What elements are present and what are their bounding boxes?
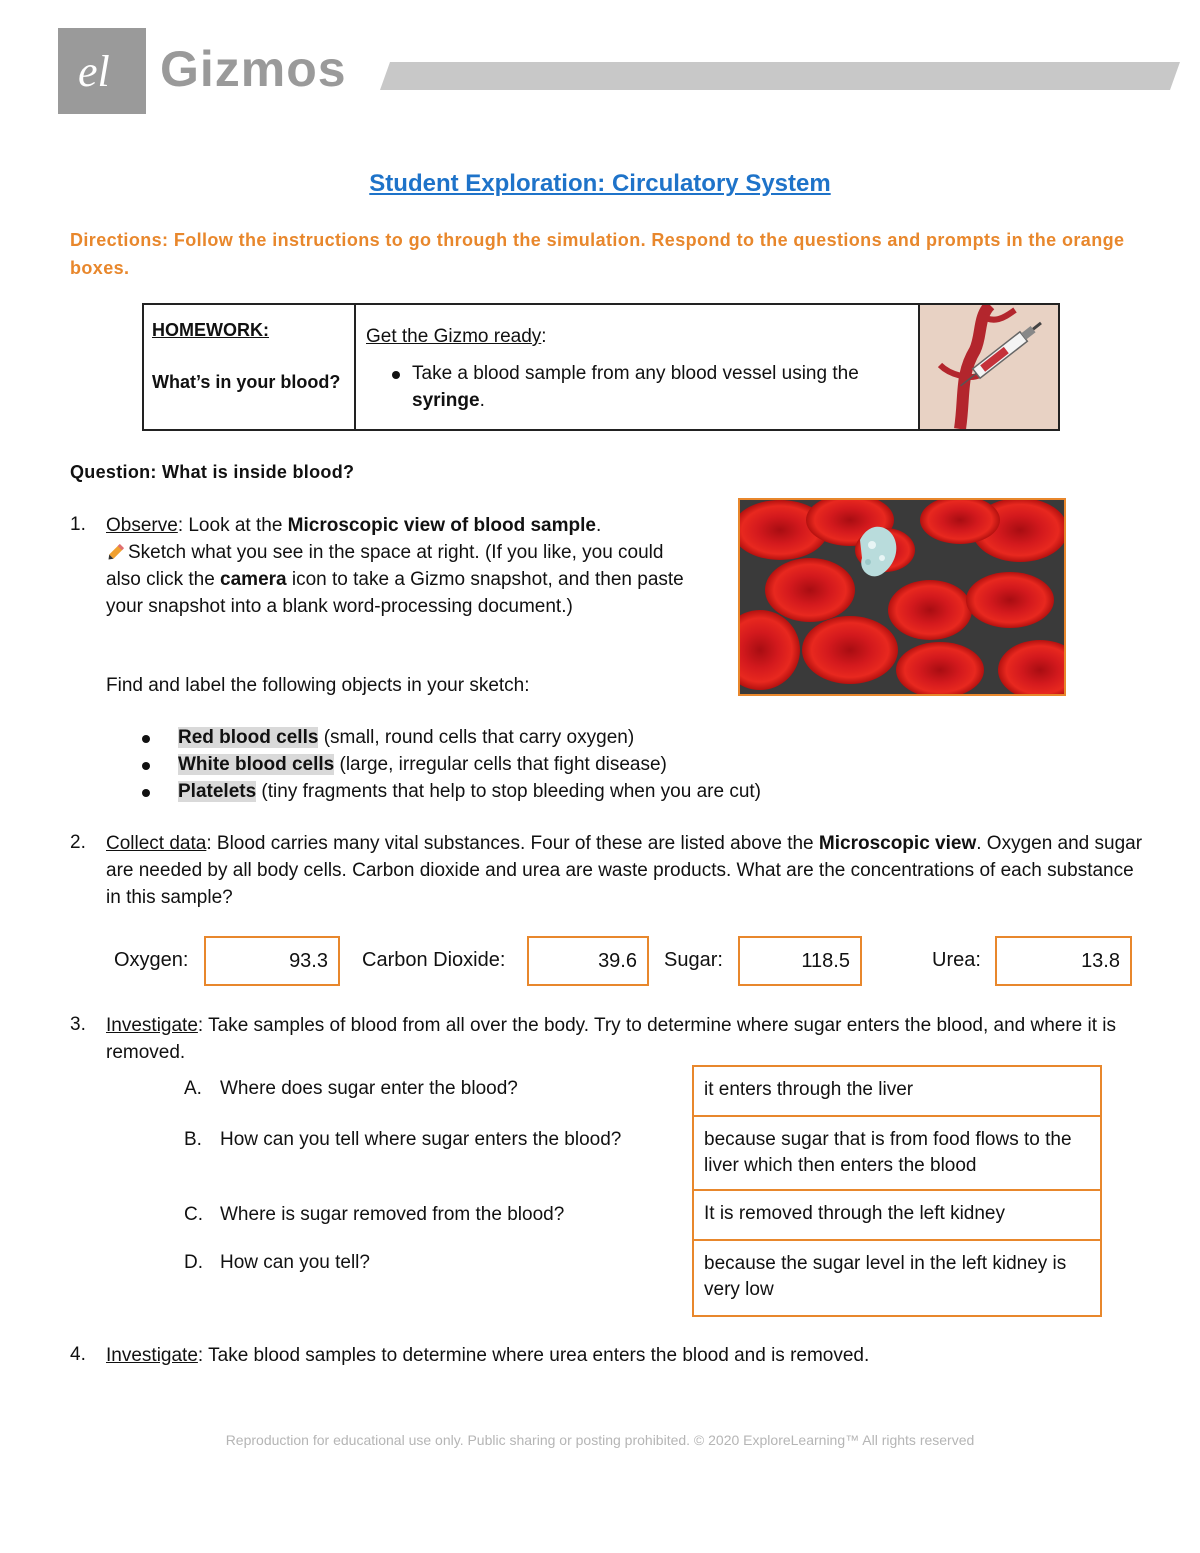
- q1-list: [142, 724, 942, 805]
- q4-text: Investigate: Take blood samples to determine where urea enters the blood and is removed.: [106, 1345, 870, 1366]
- carbon-dioxide-label: Carbon Dioxide:: [362, 949, 506, 971]
- syringe-image: [920, 305, 1058, 429]
- list-item: Platelets (tiny fragments that help to stop bleeding when you are cut): [142, 778, 942, 805]
- pencil-icon: [106, 541, 128, 561]
- q1-number: 1.: [70, 514, 86, 535]
- q3c-answer-field[interactable]: It is removed through the left kidney: [694, 1191, 1100, 1241]
- homework-label-cell: [144, 305, 356, 429]
- q2-number: 2.: [70, 832, 86, 853]
- q3c-question: Where is sugar removed from the blood?: [220, 1204, 565, 1225]
- q3-answer-table: [692, 1065, 1102, 1317]
- urea-label: Urea:: [932, 949, 981, 971]
- homework-bullet: Take a blood sample from any blood vessel using the syringe.: [366, 360, 908, 414]
- gizmos-logo-text: Gizmos: [160, 41, 347, 97]
- list-item: Red blood cells (small, round cells that carry oxygen): [142, 724, 942, 751]
- sugar-label: Sugar:: [664, 949, 723, 971]
- q3a-question: Where does sugar enter the blood?: [220, 1078, 518, 1099]
- list-item: White blood cells (large, irregular cells that fight disease): [142, 751, 942, 778]
- q3a-letter: A.: [184, 1078, 202, 1099]
- q3d-answer-field[interactable]: because the sugar level in the left kidney is very low: [704, 1253, 1067, 1300]
- directions-text: Directions: Follow the instructions to go through the simulation. Respond to the questions and prompts in the orange boxes.: [70, 230, 1125, 278]
- sugar-field[interactable]: 118.5: [738, 936, 862, 986]
- main-question: Question: What is inside blood?: [70, 462, 355, 482]
- q3d-question: How can you tell?: [220, 1252, 370, 1273]
- q3a-answer-field[interactable]: it enters through the liver: [694, 1067, 1100, 1117]
- urea-field[interactable]: 13.8: [995, 936, 1132, 986]
- q3-text: Investigate: Take samples of blood from all over the body. Try to determine where sugar enters the blood, and where it is removed.: [106, 1015, 1117, 1063]
- microscopic-view-image: [738, 498, 1066, 696]
- homework-label: HOMEWORK:: [152, 320, 269, 340]
- oxygen-label: Oxygen:: [114, 949, 189, 971]
- homework-instructions-cell: Get the Gizmo ready: Take a blood sample from any blood vessel using the syringe.: [356, 305, 920, 429]
- explorelearning-logo-mark: [58, 28, 146, 114]
- svg-text:el: el: [78, 47, 110, 96]
- q3d-letter: D.: [184, 1252, 203, 1273]
- q3b-letter: B.: [184, 1129, 202, 1150]
- q4-number: 4.: [70, 1344, 86, 1365]
- carbon-dioxide-field[interactable]: 39.6: [527, 936, 649, 986]
- q3b-answer-field[interactable]: because sugar that is from food flows to the liver which then enters the blood: [694, 1117, 1100, 1191]
- q3c-letter: C.: [184, 1204, 203, 1225]
- homework-table: [142, 303, 1060, 431]
- page-title: Student Exploration: Circulatory System: [369, 170, 831, 197]
- logo-icon: [58, 28, 146, 114]
- gizmo-ready-label: Get the Gizmo ready: [366, 326, 542, 347]
- q3b-question: How can you tell where sugar enters the blood?: [220, 1129, 622, 1150]
- q1-find-text: Find and label the following objects in your sketch:: [106, 675, 530, 696]
- q3-number: 3.: [70, 1014, 86, 1035]
- footer-copyright: Reproduction for educational use only. Public sharing or posting prohibited. © 2020 ExploreLearning™ All rights reserved: [225, 1432, 975, 1448]
- q1-text: Observe: Look at the Microscopic view of blood sample. Sketch what you see in the space at right. (If you like, you could also click the camera icon to take a Gizmo snapshot, and then paste your snapshot into a blank word-processing document.): [106, 515, 684, 617]
- header-bar: [380, 62, 1180, 90]
- homework-subtitle: What’s in your blood?: [152, 372, 341, 392]
- oxygen-field[interactable]: 93.3: [204, 936, 340, 986]
- q2-text: Collect data: Blood carries many vital substances. Four of these are listed above the Microscopic view. Oxygen and sugar are needed by all body cells. Carbon dioxide and urea are waste products. What are the concentrations of each substance in this sample?: [106, 833, 1143, 908]
